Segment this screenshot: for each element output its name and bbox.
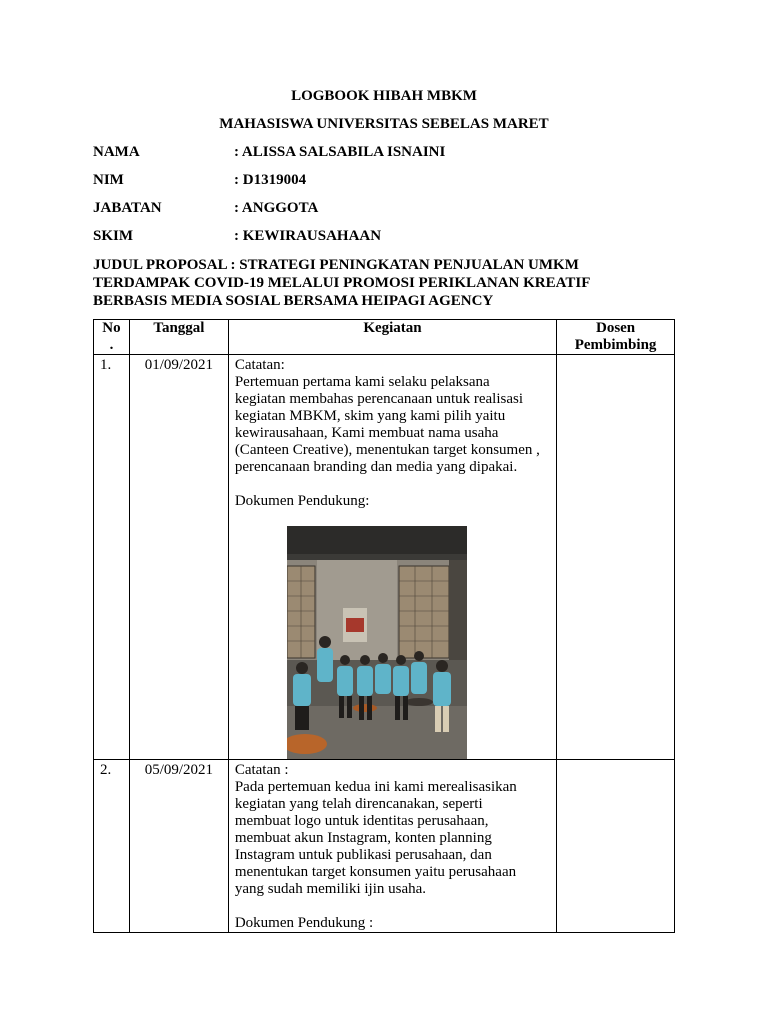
header-no: [94, 320, 130, 355]
proposal-title: [93, 256, 653, 310]
jabatan-row: [93, 200, 318, 217]
table-row: [94, 760, 675, 933]
header-dosen-text: Dosen: [595, 320, 636, 336]
nama-value: : ALISSA SALSABILA ISNAINI: [234, 144, 446, 160]
row-kegiatan: [228, 355, 556, 760]
catatan-label: Catatan :: [234, 762, 289, 778]
header-pembimbing-text: Pembimbing: [574, 337, 657, 353]
nim-value: : D1319004: [234, 172, 307, 188]
row-kegiatan: [228, 760, 556, 933]
catatan-line: kegiatan MBKM, skim yang kami pilih yaitu: [234, 408, 506, 424]
catatan-line: menentukan target konsumen yaitu perusahaan: [234, 864, 517, 880]
row-number: 2.: [94, 760, 130, 933]
row-date: 01/09/2021: [129, 355, 228, 760]
proposal-line: BERBASIS MEDIA SOSIAL BERSAMA HEIPAGI AGENCY: [93, 293, 494, 309]
catatan-line: Pertemuan pertama kami selaku pelaksana: [234, 374, 490, 390]
jabatan-value: : ANGGOTA: [234, 200, 319, 216]
proposal-line: TERDAMPAK COVID-19 MELALUI PROMOSI PERIKLANAN KREATIF: [93, 275, 591, 291]
catatan-line: kewirausahaan, Kami membuat nama usaha: [234, 425, 499, 441]
dokumen-label: Dokumen Pendukung:: [234, 493, 370, 509]
catatan-line: perencanaan branding dan media yang dipakai.: [234, 459, 518, 475]
catatan-line: yang sudah memiliki ijin usaha.: [234, 881, 427, 897]
skim-value: : KEWIRAUSAHAAN: [234, 228, 382, 244]
catatan-line: Instagram untuk publikasi perusahaan, dan: [234, 847, 492, 863]
row-dosen: [557, 355, 675, 760]
header-kegiatan: Kegiatan: [228, 320, 556, 355]
row-dosen: [557, 760, 675, 933]
document-title: LOGBOOK HIBAH MBKM: [291, 88, 477, 104]
catatan-line: membuat logo untuk identitas perusahaan,: [234, 813, 489, 829]
nama-row: [93, 144, 445, 161]
catatan-line: kegiatan membahas perencanaan untuk realisasi: [234, 391, 524, 407]
table-row: [94, 355, 675, 760]
catatan-line: membuat akun Instagram, konten planning: [234, 830, 492, 846]
catatan-line: (Canteen Creative), menentukan target konsumen ,: [234, 442, 540, 458]
logbook-table: [93, 319, 675, 933]
catatan-line: Pada pertemuan kedua ini kami merealisasikan: [234, 779, 517, 795]
catatan-label: Catatan:: [234, 357, 285, 373]
nim-row: [93, 172, 306, 189]
proposal-line: JUDUL PROPOSAL : STRATEGI PENINGKATAN PENJUALAN UMKM: [93, 257, 579, 273]
dokumen-label: Dokumen Pendukung :: [234, 915, 374, 931]
nama-label: NAMA: [93, 144, 140, 160]
catatan-line: kegiatan yang telah direncanakan, seperti: [234, 796, 483, 812]
jabatan-label: JABATAN: [93, 200, 162, 216]
skim-row: [93, 228, 381, 245]
header-tanggal: Tanggal: [129, 320, 228, 355]
nim-label: NIM: [93, 172, 124, 188]
supporting-photo: [287, 526, 467, 759]
row-date: 05/09/2021: [129, 760, 228, 933]
table-header-row: [94, 320, 675, 355]
header-dosen: [557, 320, 675, 355]
header-no-text: No: [102, 320, 121, 336]
skim-label: SKIM: [93, 228, 134, 244]
row-number: 1.: [94, 355, 130, 760]
header-no-dot: .: [109, 337, 114, 353]
document-subtitle: MAHASISWA UNIVERSITAS SEBELAS MARET: [219, 116, 549, 132]
